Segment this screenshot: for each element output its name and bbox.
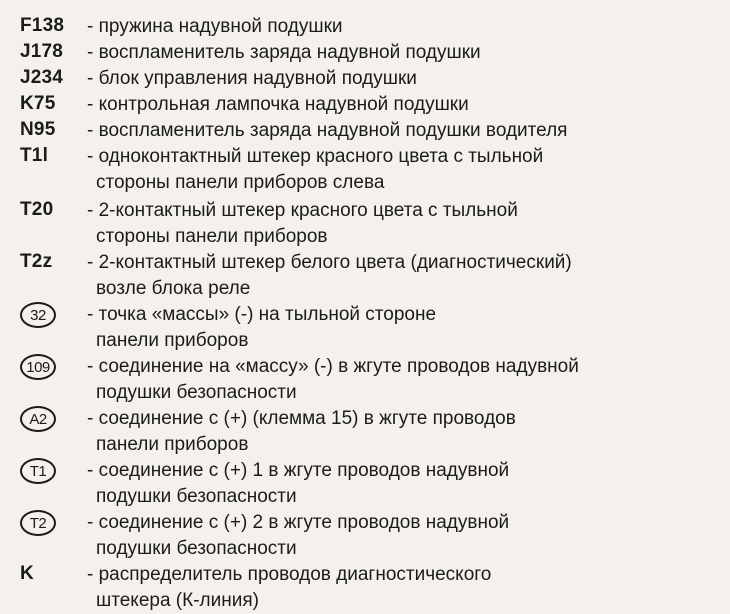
description-line: - соединение с (+) 2 в жгуте проводов надувной [87, 512, 510, 533]
description-line: панели приборов [96, 434, 249, 455]
description-line: - одноконтактный штекер красного цвета с тыльной [87, 146, 544, 167]
positive-connection-marker: A2 [20, 406, 56, 432]
component-code: J234 [20, 67, 64, 88]
component-code: K75 [20, 93, 56, 114]
description-line: - контрольная лампочка надувной подушки [87, 94, 469, 115]
description-line: - распределитель проводов диагностического [87, 564, 492, 585]
component-description [87, 66, 717, 92]
component-description [87, 118, 717, 144]
component-description [87, 92, 717, 118]
component-description [87, 144, 717, 196]
description-line: возле блока реле [96, 278, 251, 299]
component-code: T1l [20, 145, 49, 166]
description-line: - воспламенитель заряда надувной подушки [87, 42, 481, 63]
component-description [87, 562, 717, 614]
component-code: F138 [20, 15, 65, 36]
description-line: подушки безопасности [96, 538, 297, 559]
component-description [87, 14, 717, 40]
component-description [87, 40, 717, 66]
description-line: стороны панели приборов слева [96, 172, 385, 193]
ground-connection-marker: 109 [20, 354, 56, 380]
description-line: штекера (К-линия) [96, 590, 259, 611]
component-description [87, 458, 717, 510]
component-code: K [20, 563, 34, 584]
ground-point-marker: 32 [20, 302, 56, 328]
positive-connection-marker: T1 [20, 458, 56, 484]
component-description [87, 354, 717, 406]
component-code: N95 [20, 119, 56, 140]
description-line: - соединение с (+) (клемма 15) в жгуте проводов [87, 408, 516, 429]
component-description [87, 198, 717, 250]
component-code: J178 [20, 41, 64, 62]
component-description [87, 510, 717, 562]
description-line: - блок управления надувной подушки [87, 68, 417, 89]
component-code: T20 [20, 199, 54, 220]
component-description [87, 406, 717, 458]
description-line: панели приборов [96, 330, 249, 351]
description-line: подушки безопасности [96, 486, 297, 507]
description-line: - 2-контактный штекер белого цвета (диагностический) [87, 252, 572, 273]
description-line: - соединение на «массу» (-) в жгуте проводов надувной [87, 356, 579, 377]
component-code: T2z [20, 251, 53, 272]
description-line: - воспламенитель заряда надувной подушки водителя [87, 120, 568, 141]
description-line: - 2-контактный штекер красного цвета с тыльной [87, 200, 518, 221]
description-line: - пружина надувной подушки [87, 16, 343, 37]
description-line: стороны панели приборов [96, 226, 328, 247]
positive-connection-marker: T2 [20, 510, 56, 536]
description-line: - соединение с (+) 1 в жгуте проводов надувной [87, 460, 510, 481]
component-description [87, 302, 717, 354]
description-line: подушки безопасности [96, 382, 297, 403]
component-description [87, 250, 717, 302]
description-line: - точка «массы» (-) на тыльной стороне [87, 304, 437, 325]
